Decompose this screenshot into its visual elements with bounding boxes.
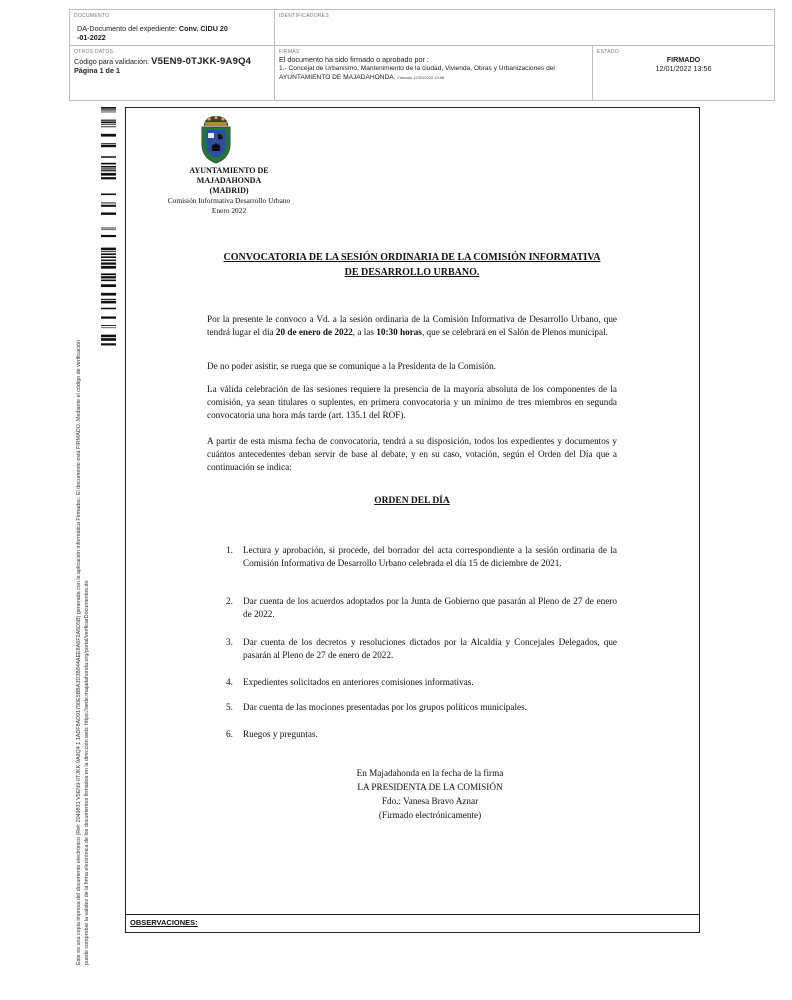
side-text-line2: puede comprobar la validez de la firma electrónica de los documentos firmados en la dirección web: https://sede.majadahonda.org/portal/verificarDocumentos.do bbox=[83, 580, 90, 965]
validation-code: V5EN9-0TJKK-9A9Q4 bbox=[151, 56, 252, 67]
firmas-cell bbox=[275, 46, 593, 100]
identificadores-label: IDENTIFICADORES bbox=[279, 13, 330, 19]
session-time: 10:30 horas bbox=[376, 327, 422, 338]
estado-value: FIRMADO bbox=[666, 55, 701, 64]
barcode bbox=[101, 107, 116, 349]
firmas-timestamp: Firmado 12/01/2022 13:56 bbox=[397, 75, 445, 80]
verification-side-text bbox=[76, 295, 91, 965]
session-date: 20 de enero de 2022 bbox=[275, 327, 353, 338]
firmas-line2: 1.- Concejal de Urbanismo, Mantenimiento de la ciudad, Vivienda, Obras y Urbanizaciones del bbox=[279, 65, 555, 72]
documento-value-cont: -01-2022 bbox=[77, 33, 106, 42]
issuer-line5: Enero 2022 bbox=[211, 206, 247, 215]
document-header bbox=[69, 9, 775, 101]
signature-place: En Majadahonda en la fecha de la firma bbox=[356, 768, 504, 778]
signature-note: (Firmado electrónicamente) bbox=[378, 810, 482, 820]
coat-of-arms-icon bbox=[198, 114, 234, 164]
codigo-prefix: Código para validación: bbox=[74, 57, 150, 66]
title-line2: DE DESARROLLO URBANO. bbox=[344, 266, 480, 278]
issuer-block bbox=[150, 166, 308, 216]
signature-role: LA PRESIDENTA DE LA COMISIÓN bbox=[357, 782, 503, 792]
observaciones-label: OBSERVACIONES: bbox=[130, 918, 198, 927]
firmas-line1: El documento ha sido firmado o aprobado por : bbox=[279, 55, 429, 64]
identificadores-cell bbox=[275, 10, 774, 46]
documento-label: DOCUMENTO bbox=[74, 13, 110, 19]
documento-prefix: DA-Documento del expediente: bbox=[77, 24, 177, 33]
paragraph-asistencia: De no poder asistir, se ruega que se comunique a la Presidenta de la Comisión. bbox=[207, 361, 496, 371]
documento-cell bbox=[70, 10, 275, 46]
estado-date: 12/01/2022 13:56 bbox=[655, 64, 712, 73]
estado-cell bbox=[593, 46, 774, 100]
orden-del-dia-title: ORDEN DEL DÍA bbox=[374, 496, 450, 506]
issuer-line4: Comisión Informativa Desarrollo Urbano bbox=[167, 196, 291, 205]
paragraph-convocatoria: Por la presente le convoco a Vd. a la sesión ordinaria de la Comisión Informativa de Desarrollo Urbano, que tendrá lugar el día 20 de enero de 2022, a las 10:30 horas, que se celebrará en el Salón de Plenos municipal. bbox=[207, 314, 617, 338]
page-count: Página 1 de 1 bbox=[74, 66, 120, 75]
title-line1: CONVOCATORIA DE LA SESIÓN ORDINARIA DE LA COMISIÓN INFORMATIVA bbox=[223, 252, 601, 263]
paragraph-expedientes: A partir de esta misma fecha de convocatoria, tendrá a su disposición, todos los expedientes y documentos y cuántos antecedentes deban servir de base al debate, y en su caso, votación, según el Orden del Día que a continuación se indica: bbox=[207, 436, 617, 473]
estado-label: ESTADO bbox=[597, 49, 619, 55]
otros-datos-cell bbox=[70, 46, 275, 100]
signature-name: Fdo.: Vanesa Bravo Aznar bbox=[381, 796, 479, 806]
documento-value: Conv. CIDU 20 bbox=[178, 24, 228, 33]
side-text-line1: Este es una copia impresa del documento electrónico (Ref: 2049831 V5EN9-0TJKK-9A9Q4 1 1ADF8AD91790E5BBA3D3B844AEE8A6F2A6D5B) generada con la aplicación informática Firmadoc. El documento está FIRMADO. Mediante el código de verificación bbox=[76, 339, 82, 965]
issuer-line2: MAJADAHONDA bbox=[196, 176, 262, 185]
firmas-label: FIRMAS bbox=[279, 49, 300, 55]
paragraph-quorum: La válida celebración de las sesiones requiere la presencia de la mayoría absoluta de los componentes de la comisión, ya sean titulares o suplentes, en primera convocatoria y un mínimo de tres miembros en segunda convocatoria una hora más tarde (art. 135.1 del ROF). bbox=[207, 384, 617, 421]
firmas-line3: AYUNTAMIENTO DE MAJADAHONDA. bbox=[279, 74, 396, 81]
issuer-line1: AYUNTAMIENTO DE bbox=[189, 166, 269, 175]
otros-datos-label: OTROS DATOS bbox=[74, 49, 114, 55]
issuer-line3: (MADRID) bbox=[209, 186, 249, 195]
observaciones-divider bbox=[126, 914, 699, 915]
signature-block bbox=[280, 766, 580, 822]
document-title bbox=[200, 251, 624, 280]
